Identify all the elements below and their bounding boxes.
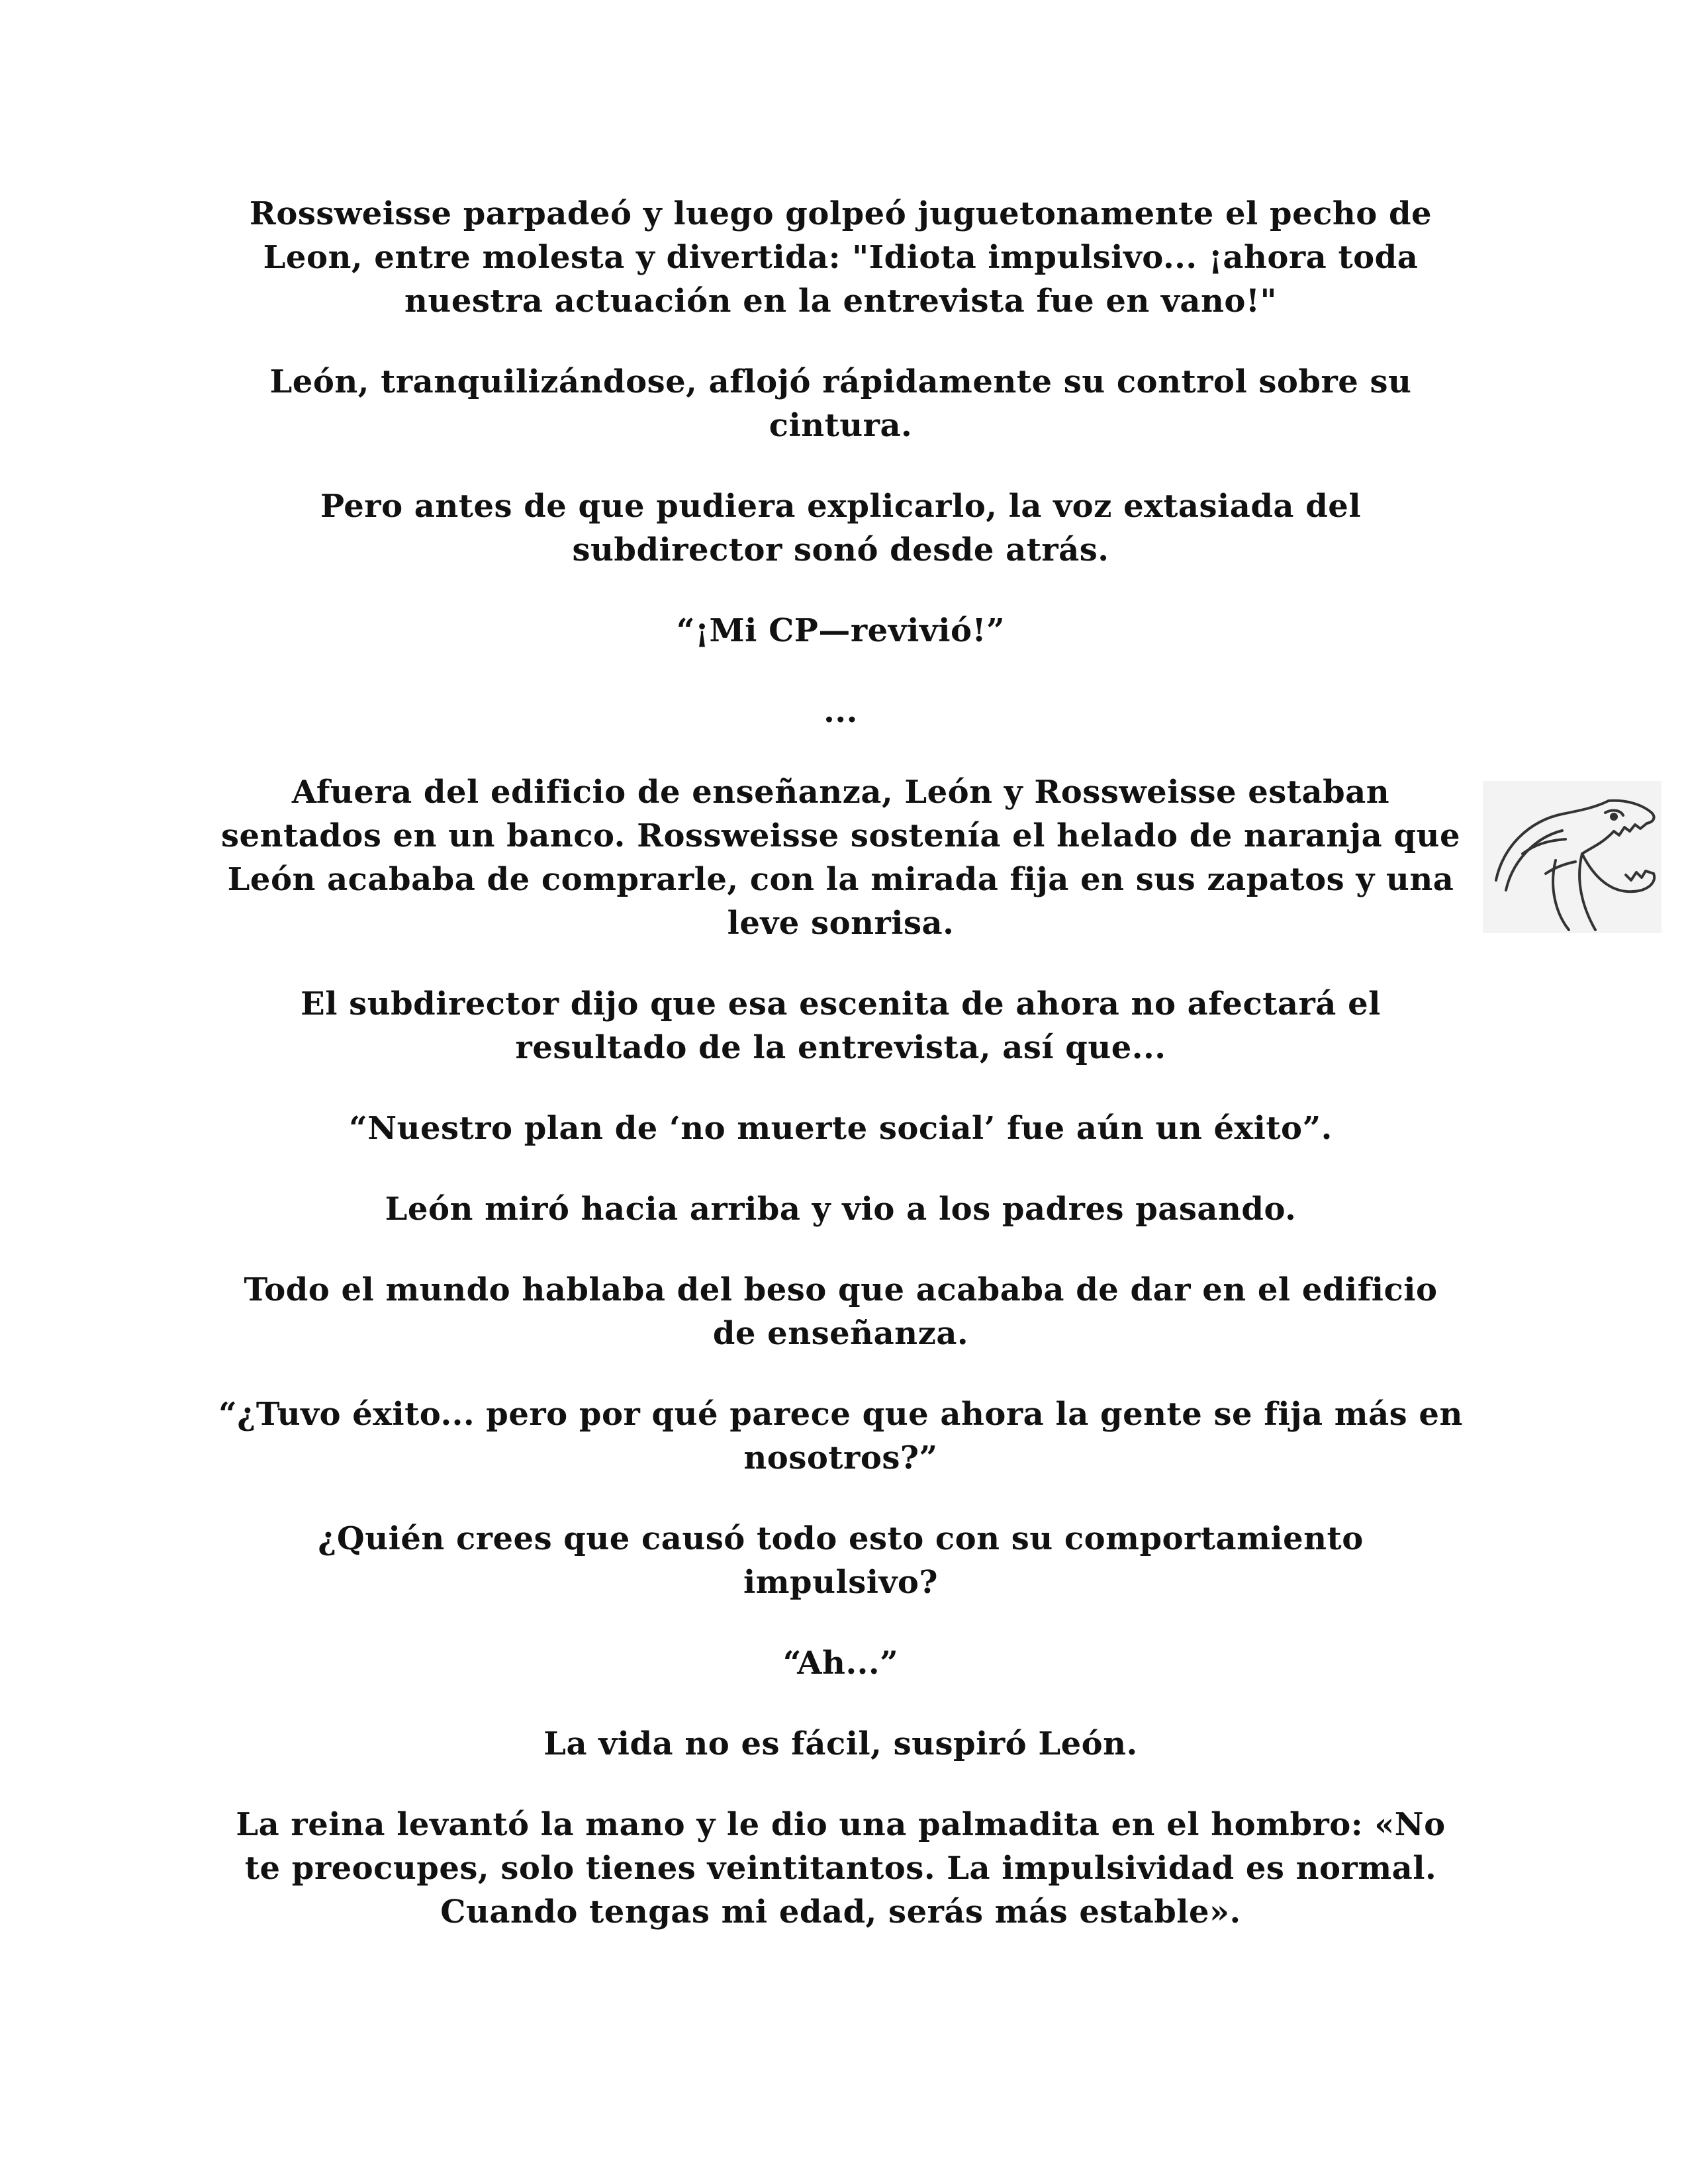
paragraph: “Ah...” [782, 1645, 899, 1682]
paragraph: El subdirector dijo que esa escenita de ahora no afectará el resultado de la entrevista, así que... [301, 985, 1381, 1066]
paragraph: “¿Tuvo éxito... pero por qué parece que ahora la gente se fija más en nosotros?” [218, 1396, 1463, 1477]
paragraph: La reina levantó la mano y le dio una palmadita en el hombro: «No te preocupes, solo tienes veintitantos. La impulsividad es normal. Cuando tengas mi edad, serás más estable». [236, 1806, 1446, 1931]
paragraph: León, tranquilizándose, aflojó rápidamente su control sobre su cintura. [269, 363, 1412, 444]
text-body [218, 192, 1463, 1971]
paragraph: Pero antes de que pudiera explicarlo, la voz extasiada del subdirector sonó desde atrás. [320, 488, 1362, 569]
paragraph: Afuera del edificio de enseñanza, León y Rossweisse estaban sentados en un banco. Rossweisse sostenía el helado de naranja que León acababa de comprarle, con la mirada fija en sus zapatos y una leve sonrisa. [221, 774, 1460, 942]
paragraph: Rossweisse parpadeó y luego golpeó juguetonamente el pecho de Leon, entre molesta y divertida: "Idiota impulsivo... ¡ahora toda nuestra actuación en la entrevista fue en vano!" [249, 195, 1432, 320]
scene-break: ... [823, 693, 858, 730]
paragraph: La vida no es fácil, suspiró León. [543, 1725, 1138, 1762]
paragraph: León miró hacia arriba y vio a los padres pasando. [385, 1191, 1297, 1228]
paragraph: “Nuestro plan de ‘no muerte social’ fue aún un éxito”. [349, 1110, 1333, 1147]
dinosaur-head-icon [1483, 781, 1662, 933]
paragraph: Todo el mundo hablaba del beso que acababa de dar en el edificio de enseñanza. [244, 1271, 1438, 1352]
paragraph: “¡Mi CP—revivió!” [676, 612, 1006, 649]
paragraph: ¿Quién crees que causó todo esto con su comportamiento impulsivo? [318, 1520, 1364, 1601]
